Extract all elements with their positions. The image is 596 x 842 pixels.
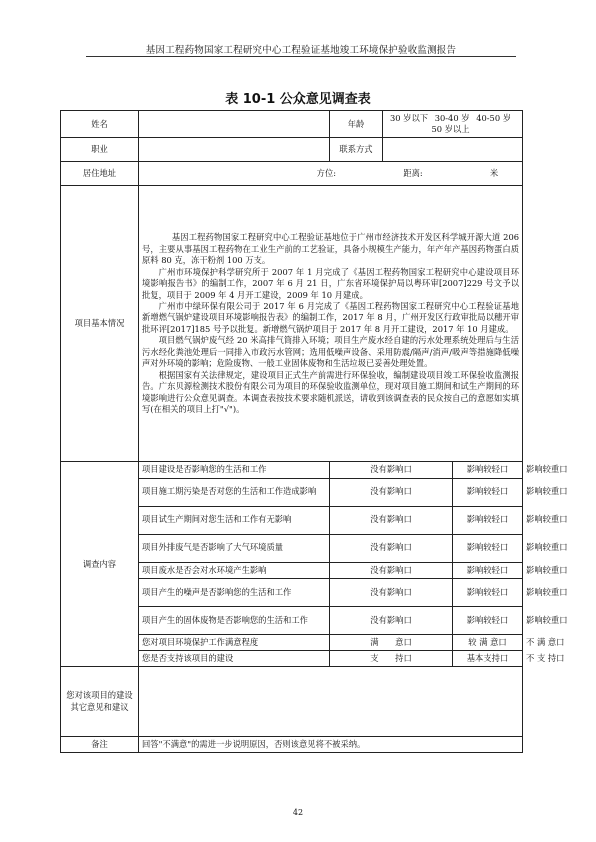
survey-table bbox=[60, 110, 568, 753]
survey-row: 项目外排废气是否影响了大气环境质量 没有影响口 影响较轻口 影响较重口 bbox=[61, 534, 523, 562]
survey-question: 项目产生的噪声是否影响您的生活和工作 bbox=[139, 578, 330, 606]
survey-question: 您是否支持该项目的建设 bbox=[139, 650, 330, 666]
info-paragraph: 根据国家有关法律规定，建设项目正式生产前需进行环保验收，编制建设项目竣工环保验收监测报告。广东贝源检测技术股份有限公司为项目的环保验收监测单位，现对项目施工期间和试生产期间的环境影响进行公众意见调查。本调查表按技术要求随机派送，请收到该调查表的民众按自己的意愿如实填写(在相关的项目上打"√")。 bbox=[142, 369, 520, 414]
age-options[interactable] bbox=[383, 111, 523, 138]
option-light[interactable]: 影响较轻口 bbox=[453, 562, 523, 578]
age-option[interactable]: 30 岁以下 bbox=[389, 113, 429, 123]
age-label: 年龄 bbox=[330, 111, 383, 138]
distance-label: 距离: bbox=[403, 168, 423, 179]
contact-field[interactable] bbox=[383, 138, 523, 162]
remarks-text: 回答"不满意"的需进一步说明原因，否则该意见将不被采纳。 bbox=[139, 737, 523, 753]
option-light[interactable]: 影响较轻口 bbox=[453, 606, 523, 634]
row-address bbox=[61, 162, 523, 186]
survey-row: 项目产生的噪声是否影响您的生活和工作 没有影响口 影响较轻口 影响较重口 bbox=[61, 578, 523, 606]
suggestion-field[interactable] bbox=[139, 667, 523, 737]
survey-label: 调查内容 bbox=[61, 462, 139, 667]
row-name-age bbox=[61, 111, 523, 138]
page-header: 基因工程药物国家工程研究中心工程验证基地竣工环境保护验收监测报告 bbox=[145, 45, 457, 56]
option-light[interactable]: 影响较轻口 bbox=[453, 534, 523, 562]
name-field[interactable] bbox=[139, 111, 330, 138]
contact-label: 联系方式 bbox=[330, 138, 383, 162]
info-paragraph: 广州市环境保护科学研究所于 2007 年 1 月完成了《基因工程药物国家工程研究中心建设项目环境影响报告书》的编制工作，2007 年 6 月 21 日，广东省环境保护局以粤环审[2007]229 号文予以批复，项目于 2009 年 4 月开工建设，2009 年 10 月建成。 bbox=[142, 266, 520, 300]
option-none[interactable]: 没有影响口 bbox=[330, 462, 453, 478]
survey-question: 项目产生的固体废物是否影响您的生活和工作 bbox=[139, 606, 330, 634]
survey-row: 您对项目环境保护工作满意程度 满 意口 较 满 意口 不 满 意口 bbox=[61, 634, 523, 650]
option-basic-support[interactable]: 基本支持口 bbox=[453, 650, 523, 666]
job-field[interactable] bbox=[139, 138, 330, 162]
survey-question: 项目废水是否会对水环境产生影响 bbox=[139, 562, 330, 578]
option-none[interactable]: 没有影响口 bbox=[330, 562, 453, 578]
header-divider bbox=[86, 56, 516, 57]
option-support[interactable]: 支 持口 bbox=[330, 650, 453, 666]
survey-question: 项目建设是否影响您的生活和工作 bbox=[139, 462, 330, 478]
page-number: 42 bbox=[292, 808, 304, 817]
survey-row: 项目产生的固体废物是否影响您的生活和工作 没有影响口 影响较轻口 影响较重口 bbox=[61, 606, 523, 634]
survey-question: 项目施工期污染是否对您的生活和工作造成影响 bbox=[139, 478, 330, 506]
row-suggestions bbox=[61, 667, 523, 737]
survey-question: 项目外排废气是否影响了大气环境质量 bbox=[139, 534, 330, 562]
address-label: 居住地址 bbox=[61, 162, 139, 186]
option-none[interactable]: 没有影响口 bbox=[330, 478, 453, 506]
info-paragraph: 项目燃气锅炉废气经 20 米高排气筒排入环境；项目生产废水经自建的污水处理系统处理后与生活污水经化粪池处理后一同排入市政污水管网；选用低噪声设备、采用防震/隔声/消声/吸声等措施降低噪声对外环境的影响；危险废物、一般工业固体废物和生活垃圾已妥善处理处置。 bbox=[142, 335, 520, 369]
option-light[interactable]: 影响较轻口 bbox=[453, 462, 523, 478]
survey-question: 您对项目环境保护工作满意程度 bbox=[139, 634, 330, 650]
row-project-info bbox=[61, 186, 523, 462]
survey-row: 项目废水是否会对水环境产生影响 没有影响口 影响较轻口 影响较重口 bbox=[61, 562, 523, 578]
info-paragraph: 广州市中绿环保有限公司于 2017 年 6 月完成了《基因工程药物国家工程研究中心工程验证基地新增燃气锅炉建设项目环境影响报告表》的编制工作，2017 年 8 月，广州开发区行政审批局以穗开审批环评[2017]185 号予以批复。新增燃气锅炉项目于 2017 年 8 月开工建设，2017 年 10 月建成。 bbox=[142, 301, 520, 334]
option-fairly-satisfied[interactable]: 较 满 意口 bbox=[453, 634, 523, 650]
job-label: 职业 bbox=[61, 138, 139, 162]
direction-label: 方位: bbox=[316, 168, 337, 179]
survey-row: 项目试生产期间对您生活和工作有无影响 没有影响口 影响较轻口 影响较重口 bbox=[61, 506, 523, 534]
project-info-label: 项目基本情况 bbox=[61, 186, 139, 462]
option-none[interactable]: 没有影响口 bbox=[330, 506, 453, 534]
survey-row: 项目施工期污染是否对您的生活和工作造成影响 没有影响口 影响较轻口 影响较重口 bbox=[61, 478, 523, 506]
age-option[interactable]: 30-40 岁 bbox=[434, 113, 470, 123]
survey-question: 项目试生产期间对您生活和工作有无影响 bbox=[139, 506, 330, 534]
option-light[interactable]: 影响较轻口 bbox=[453, 506, 523, 534]
survey-row: 您是否支持该项目的建设 支 持口 基本支持口 不 支 持口 bbox=[61, 650, 523, 666]
option-light[interactable]: 影响较轻口 bbox=[453, 478, 523, 506]
option-satisfied[interactable]: 满 意口 bbox=[330, 634, 453, 650]
survey-row: 调查内容 项目建设是否影响您的生活和工作 没有影响口 影响较轻口 影响较重口 bbox=[61, 462, 523, 478]
info-paragraph: 基因工程药物国家工程研究中心工程验证基地位于广州市经济技术开发区科学城开源大道 206 号，主要从事基因工程药物在工业生产前的工艺验证，具备小规模生产能力，年产年产基因药物蛋白质原料 80 克，冻干粉剂 100 万支。 bbox=[142, 232, 520, 266]
row-job-contact bbox=[61, 138, 523, 162]
project-info-text bbox=[139, 186, 523, 462]
age-option[interactable]: 50 岁以上 bbox=[431, 124, 470, 135]
option-none[interactable]: 没有影响口 bbox=[330, 534, 453, 562]
age-option[interactable]: 40-50 岁 bbox=[476, 113, 512, 123]
suggestion-label: 您对该项目的建设其它意见和建议 bbox=[61, 667, 139, 737]
option-none[interactable]: 没有影响口 bbox=[330, 606, 453, 634]
address-field[interactable] bbox=[139, 162, 523, 186]
remarks-label: 备注 bbox=[61, 737, 139, 753]
name-label: 姓名 bbox=[61, 111, 139, 138]
table-title: 表 10-1 公众意见调查表 bbox=[225, 92, 371, 107]
distance-unit: 米 bbox=[489, 168, 499, 179]
option-light[interactable]: 影响较轻口 bbox=[453, 578, 523, 606]
row-remarks bbox=[61, 737, 523, 753]
option-none[interactable]: 没有影响口 bbox=[330, 578, 453, 606]
